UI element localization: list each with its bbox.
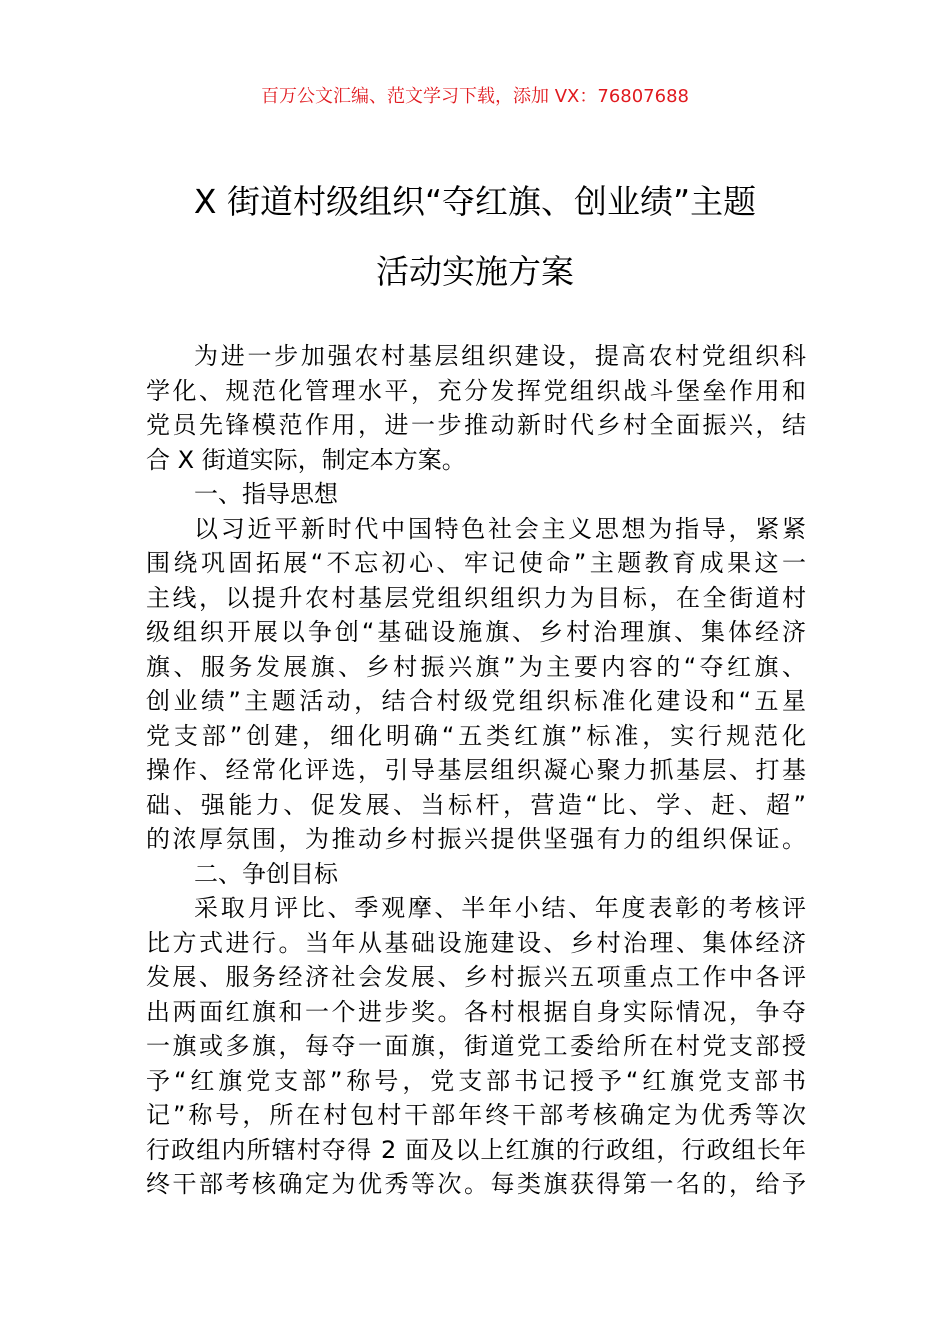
body-line: 的浓厚氛围，为推动乡村振兴提供坚强有力的组织保证。	[146, 825, 806, 853]
body-line: 主线，以提升农村基层党组织组织力为目标，在全街道村	[146, 583, 806, 612]
body-line: 采取月评比、季观摩、半年小结、年度表彰的考核评	[194, 894, 806, 922]
body-line: 级组织开展以争创“基础设施旗、乡村治理旗、集体经济	[146, 618, 806, 646]
body-line: 出两面红旗和一个进步奖。各村根据自身实际情况，争夺	[146, 997, 806, 1026]
body-line: 终干部考核确定为优秀等次。每类旗获得第一名的，给予	[146, 1170, 806, 1198]
body-line: 发展、服务经济社会发展、乡村振兴五项重点工作中各评	[146, 963, 806, 991]
section-heading-guiding-ideology: 一、指导思想	[194, 480, 338, 508]
document-body	[146, 339, 806, 1202]
body-line: 比方式进行。当年从基础设施建设、乡村治理、集体经济	[146, 928, 806, 957]
body-line: 党支部”创建，细化明确“五类红旗”标准，实行规范化	[146, 721, 806, 750]
body-line: 记”称号，所在村包村干部年终干部考核确定为优秀等次	[146, 1101, 806, 1129]
document-title-line-1: X 街道村级组织“夺红旗、创业绩”主题	[193, 182, 757, 221]
body-line: 围绕巩固拓展“不忘初心、牢记使命”主题教育成果这一	[146, 549, 806, 577]
body-line: 为进一步加强农村基层组织建设，提高农村党组织科	[194, 342, 806, 370]
body-line: 旗、服务发展旗、乡村振兴旗”为主要内容的“夺红旗、	[146, 652, 806, 681]
watermark-banner: 百万公文汇编、范文学习下载，添加 VX：76807688	[261, 86, 689, 107]
body-line: 础、强能力、促发展、当标杆，营造“比、学、赶、超”	[146, 790, 806, 819]
body-line: 操作、经常化评选，引导基层组织凝心聚力抓基层、打基	[146, 756, 806, 784]
body-line: 行政组内所辖村夺得 2 面及以上红旗的行政组，行政组长年	[146, 1135, 806, 1164]
body-line: 合 X 街道实际，制定本方案。	[146, 445, 466, 474]
document-title-line-2: 活动实施方案	[376, 252, 574, 291]
body-line: 一旗或多旗，每夺一面旗，街道党工委给所在村党支部授	[146, 1032, 806, 1060]
body-line: 党员先锋模范作用，进一步推动新时代乡村全面振兴，结	[146, 411, 806, 439]
section-heading-goals: 二、争创目标	[194, 859, 338, 888]
body-line: 以习近平新时代中国特色社会主义思想为指导，紧紧	[194, 514, 806, 543]
body-line: 予“红旗党支部”称号，党支部书记授予“红旗党支部书	[146, 1066, 806, 1095]
body-line: 创业绩”主题活动，结合村级党组织标准化建设和“五星	[146, 687, 806, 715]
body-line: 学化、规范化管理水平，充分发挥党组织战斗堡垒作用和	[146, 376, 806, 405]
